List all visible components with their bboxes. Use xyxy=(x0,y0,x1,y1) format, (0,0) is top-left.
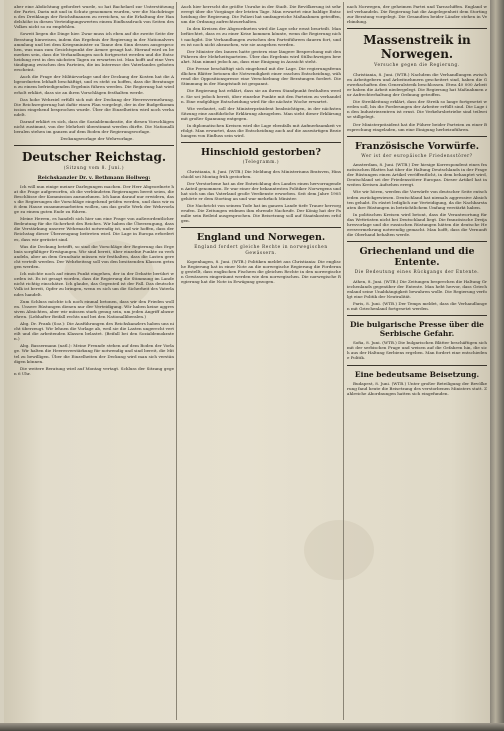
column-3 xyxy=(347,4,487,720)
divider xyxy=(347,315,487,316)
article-paragraph: Zum Schluss möchte ich noch einmal betonen, dass wir den Frieden wollen. Unsere Rüstungen dienen nur der Verteidigung. Wir haben keine aggressiven Absichten, aber wir müssen stark genug sein, um jeden Angriff abzuwehren. (Lebhafter Beifall rechts und bei den Nationalliberalen.) xyxy=(14,298,174,319)
article-paragraph: Die Presse beschäftigt sich eingehend mit der Lage. Die regierungsfreundlichen Blätter betonen die Notwendigkeit einer raschen Entscheidung, während die Oppositionspresse eine Verschiebung der Beratungen fordert. Die Stimmung in der Hauptstadt ist gespannt. xyxy=(181,66,341,87)
divider xyxy=(181,227,341,228)
binding-edge xyxy=(490,0,504,731)
article-paragraph: Auch die Frage der Militärvorlage und der Deckung der Kosten hat die Abgeordneten lebhaft beschäftigt, und es steht zu hoffen, dass die Beratungen zu einem befriedigenden Ergebnis führen werden. Die Regierung hat wiederholt erklärt, dass sie an ihren Vorschlägen festhalten werde. xyxy=(14,74,174,95)
article-heading: Hinschiold gestorben? xyxy=(201,147,321,159)
article-paragraph: Ich will nun einige meiner Darlegungen machen. Der Herr Abgeordnete hat die Frage aufgeworfen, ob die verbündeten Regierungen bereit seien, die Beschlüsse der Kommission anzunehmen. Ich kann darauf nur erwidern, dass die Regierungen die Vorschläge eingehend prüfen werden, und dass wir mit dem Hause zusammenarbeiten wollen, um das große Werk der Wehrvorlage zu einem guten Ende zu führen. xyxy=(14,183,174,215)
article-heading: Die bulgarische Presse über die Serbische Gefahr. xyxy=(350,320,484,339)
article-heading: Eine bedeutsame Beisetzung. xyxy=(354,369,480,379)
speaker-heading: Reichskanzler Dr. v. Bethmann Hollweg: xyxy=(37,174,151,181)
article-paragraph: Amsterdam, 8. Juni. (WTB.) Der hiesige Korrespondent eines französischen Blattes hat über die Haltung Deutschlands in der Frage der Rüstungen einen Artikel veröffentlicht, in dem behauptet wird, Deutschland sei der Friedensstörer Europas. Dieser Artikel hat in weiten Kreisen Aufsehen erregt. xyxy=(347,162,487,188)
article-subheading: (Telegramm.) xyxy=(242,160,280,166)
article-subheading: Versuche gegen die Regierung. xyxy=(374,63,460,69)
article-paragraph: Auch hier herrscht die größte Unruhe in der Stadt. Die Bevölkerung ist sehr erregt über die Vorgänge der letzten Tage. Man erwartet eine baldige Entscheidung der Regierung. Die Polizei hat umfangreiche Maßnahmen getroffen, um die Ordnung aufrechtzuerhalten. xyxy=(181,4,341,25)
article-paragraph: Wie wir hören, werden die Vorwürfe von deutscher Seite entschieden zurückgewiesen. Deutschland hat niemals aggressive Absichten gehabt. Es rüstet lediglich zur Verteidigung, da die Nachbarstaaten ihre Rüstungen in beträchtlichem Umfang verstärkt haben. xyxy=(347,189,487,210)
article-heading: Griechenland und die Entente. xyxy=(359,246,475,269)
scan-bottom-edge xyxy=(0,723,504,731)
divider xyxy=(347,241,487,242)
article-paragraph: Die Nachricht von seinem Tode hat im ganzen Lande tiefe Trauer hervorgerufen. Die Zeitungen widmen ihm ehrende Nachrufe. Der König hat der Familie sein Beileid ausgesprochen. Die Beisetzung soll auf Staatskosten erfolgen. xyxy=(181,203,341,224)
article-paragraph: aber eine Abdichtung gefordert wurde, so hat Bachelard zur Unterstützung der Partei, Darin mit und in Schutz genommen wurden, wer die Nachdringen des Dreiklangs der Reichsfinanzen zu erreichen, so die Erhaltung der Handelshöhe in diesen Verteidigungswerten einem Einflussdruck von Seiten des Volkes nicht so zu empfehlen. xyxy=(14,4,174,30)
article-paragraph: Soweit liegen die Dinge hier. Zwar muss ich eben auf die zweite Seite der Beratung hinweisen, indem das Ergebnis der Regierung in der Nationalversammlung und bei dem Kriegsminister zu Tanne den Sinn dessen ausgesprochen, was man zum Gesichtspunkt der Armee gesagt hat. Hierauf wird zu bemerken sein, dass die Verhandlungen noch fortgesetzt werden und die Entscheidung erst in den nächsten Tagen zu erwarten ist. Man hofft auf eine Verständigung zwischen den Parteien, die im Interesse des Vaterlandes geboten erscheint. xyxy=(14,31,174,73)
column-rule xyxy=(176,2,177,720)
article-paragraph: Sofia, 8. Juni. (WTB.) Die bulgarischen Blätter beschäftigen sich mit der serbischen Frage und weisen auf die Gefahren hin, die sich aus der Haltung Serbiens ergeben. Man fordert eine entschiedene Politik. xyxy=(347,340,487,361)
article-paragraph: Paris, 8. Juni. (WTB.) Der Temps meldet, dass die Verhandlungen mit Griechenland fortgesetzt werden. xyxy=(347,300,487,312)
article-subheading: Die Bedeutung eines Rückgangs der Entente. xyxy=(354,270,480,276)
column-rule xyxy=(343,2,344,720)
article-paragraph: Abg. Bassermann (natl.): Meine Freunde stehen auf dem Boden der Vorlage. Wir halten die Heeresverstärkung für notwendig und sind bereit, die Mittel zu bewilligen. Über die Einzelheiten der Deckung wird man sich verständigen können. xyxy=(14,343,174,364)
article-paragraph: Budapest, 8. Juni. (WTB.) Unter großer Beteiligung der Bevölkerung fand heute die Beisetzung des verstorbenen Ministers statt. Zahlreiche Abordnungen hatten sich eingefunden. xyxy=(347,380,487,396)
article-heading: Französische Vorwürfe. xyxy=(354,140,480,152)
article-heading: Deutscher Reichstag. xyxy=(21,150,167,165)
divider xyxy=(181,142,341,143)
dateline-paragraph: Christiania, 8. Juni. (WTB.) Die Meldung des Ministeriums Bratsven, Hinschiold sei Montag früh gestorben. xyxy=(181,168,341,179)
article-paragraph: nach Norwegen, der geheimen Partei und Tarnschiffen. England wird verhandeln. Die Regierung hat die Angelegenheit dem Storting zur Beratung vorgelegt. Die Gesandten beider Länder stehen in Verbindung. xyxy=(347,4,487,25)
article-paragraph: Christiania, 8. Juni. (WTB.) Nachdem die Verhandlungen zwischen Arbeitgebern und Arbeitnehmern gescheitert sind, haben die Gewerkschaften den Generalstreik beschlossen. Etwa 40 000 Arbeiter haben die Arbeit niedergelegt. Die Regierung hat Maßnahmen zur Aufrechterhaltung der Ordnung getroffen. xyxy=(347,71,487,98)
article-paragraph: Die weitere Beratung wird auf Montag vertagt. Schluss der Sitzung gegen 6 Uhr. xyxy=(14,365,174,376)
article-paragraph: Der Minister des Innern hatte gestern eine längere Besprechung mit den Führern der Mehrheitsparteien. Über das Ergebnis wird Stillschweigen bewahrt. Man nimmt jedoch an, dass eine Einigung in Aussicht steht. xyxy=(181,48,341,64)
article-paragraph: In den Kreisen der Abgeordneten wird die Lage sehr ernst beurteilt. Man befürchtet, dass es zu einer Krise kommen könnte, wenn die Regierung nicht nachgibt. Die Verhandlungen zwischen den Parteiführern dauern fort, und es ist noch nicht abzusehen, wie sie ausgehen werden. xyxy=(181,26,341,47)
article-subheading: Wer ist der europäische Friedensstörer? xyxy=(361,153,473,159)
column-1 xyxy=(14,4,174,720)
article-heading: Massenstreik in Norwegen. xyxy=(363,33,471,62)
article-paragraph: Der Verstorbene hat an der Entwicklung des Landes einen hervorragenden Anteil genommen. Er war einer der bekanntesten Politiker Norwegens und hat sich um das Vaterland große Verdienste erworben. Seit dem Jahre 1905 gehörte er dem Storting an und war mehrfach Minister. xyxy=(181,180,341,202)
divider xyxy=(347,136,487,137)
article-paragraph: In diplomatischen Kreisen wird die Lage ebenfalls mit Aufmerksamkeit verfolgt. Man erwartet, dass die Entscheidung auch auf die auswärtigen Beziehungen von Einfluss sein wird. xyxy=(181,122,341,139)
column-2 xyxy=(181,4,341,720)
article-paragraph: Was die Deckung betrifft, so sind die Vorschläge der Regierung das Ergebnis sorgfältiger Erwägungen. Wir sind bereit, über einzelne Punkte zu verhandeln, aber an dem Grundsatz müssen wir festhalten, dass die Lasten gerecht verteilt werden. Der Wehrbeitrag soll von den besitzenden Klassen getragen werden. xyxy=(14,243,174,270)
article-paragraph: Das hohe Wehrziel erfüllt sich mit der Deckung der Heeresvermehrung. Die Reichsregierung hat dafür einen Plan vorgelegt, der in der Budgetkommission eingehend besprochen wurde. Über die Einzelheiten wird noch verhandelt. xyxy=(14,96,174,117)
article-paragraph: Die Streikleitung erklärt, dass der Streik so lange fortgesetzt werden soll, bis die Forderungen der Arbeiter erfüllt sind. Die Lage in den Industriezentren ist ernst. Die Verkehrsbetriebe sind teilweise stillgelegt. xyxy=(347,99,487,120)
dateline-paragraph: Kopenhagen, 8. Juni. (WTB.) Politiken meldet aus Christiania: Die englische Regierung hat in einer Note an die norwegische Regierung die Forderung gestellt, dass englischen Fischern die gleichen Rechte in den norwegischen Gewässern eingeräumt werden wie den norwegischen. Die norwegische Regierung hat die Note in Erwägung gezogen. xyxy=(181,259,341,285)
divider xyxy=(14,145,174,146)
article-heading: England und Norwegen. xyxy=(196,232,326,244)
article-paragraph: In politischen Kreisen wird betont, dass die Verantwortung für das Wettrüsten nicht bei Deutschland liegt. Die französische Dreijahresvorlage und die russischen Rüstungen hätten die deutsche Heeresvermehrung notwendig gemacht. Man hofft, dass die Vernunft die Oberhand behalten werde. xyxy=(347,211,487,238)
article-paragraph: Athen, 8. Juni. (WTB.) Die Zeitungen besprechen die Haltung Griechenlands gegenüber der Entente. Man hebt hervor, dass Griechenland seine Unabhängigkeit bewahren wolle. Die Regierung verfolgt eine Politik der Neutralität. xyxy=(347,278,487,299)
divider xyxy=(347,365,487,366)
article-subheading: England fordert gleiche Rechte in norwegischen Gewässern. xyxy=(194,245,328,256)
article-tail-line: Deckungsvorlage der Wehrvorlage. xyxy=(60,136,134,142)
article-paragraph: Der Ministerpräsident hat die Führer beider Parteien zu einer Besprechung eingeladen, um eine Einigung herbeizuführen. xyxy=(347,121,487,132)
newspaper-page xyxy=(4,0,490,725)
article-paragraph: Darauf erklärt es sich, dass die Sozialdemokratie, die diesen Vorschlägen nicht zustimmt, von der Mehrheit überstimmt werden dürfte. Die Nationalliberalen stehen im ganzen auf dem Boden der Regierungsvorlage. xyxy=(14,118,174,135)
article-paragraph: Abg. Dr. Frank (Soz.): Die Ausführungen des Reichskanzlers haben uns nicht überzeugt. Wir lehnen die Vorlage ab, weil sie die Lasten ungerecht verteilt und die arbeitenden Klassen belastet. (Beifall bei den Sozialdemokraten.) xyxy=(14,320,174,342)
article-paragraph: Wie verlautet, soll der Ministerpräsident beabsichtigen, in der nächsten Sitzung eine ausführliche Erklärung abzugeben. Man sieht dieser Erklärung mit großer Spannung entgegen. xyxy=(181,105,341,121)
article-paragraph: Die Regierung hat erklärt, dass sie an ihrem Standpunkt festhalten werde. Sie sei jedoch bereit, über einzelne Punkte mit den Parteien zu verhandeln. Eine endgültige Entscheidung wird für die nächste Woche erwartet. xyxy=(181,88,341,104)
divider xyxy=(347,28,487,29)
article-subheading: (Sitzung vom 8. Juni.) xyxy=(63,166,125,172)
article-paragraph: Meine Herren, es handelt sich hier um eine Frage von außerordentlicher Bedeutung für die Sicherheit des Reiches. Wir haben die Überzeugung, dass die Verstärkung unserer Wehrmacht notwendig ist, und wir hoffen, dass der Reichstag dieser Überzeugung beitreten wird. Die Lage in Europa erfordert es, dass wir gerüstet sind. xyxy=(14,216,174,242)
article-paragraph: Ich möchte noch auf einen Punkt eingehen, der in der Debatte berührt worden ist. Es ist gesagt worden, dass die Regierung die Stimmung im Lande nicht richtig einschätze. Ich glaube, das Gegenteil ist der Fall. Das deutsche Volk ist bereit, Opfer zu bringen, wenn es sich um die Sicherheit des Vaterlandes handelt. xyxy=(14,271,174,297)
